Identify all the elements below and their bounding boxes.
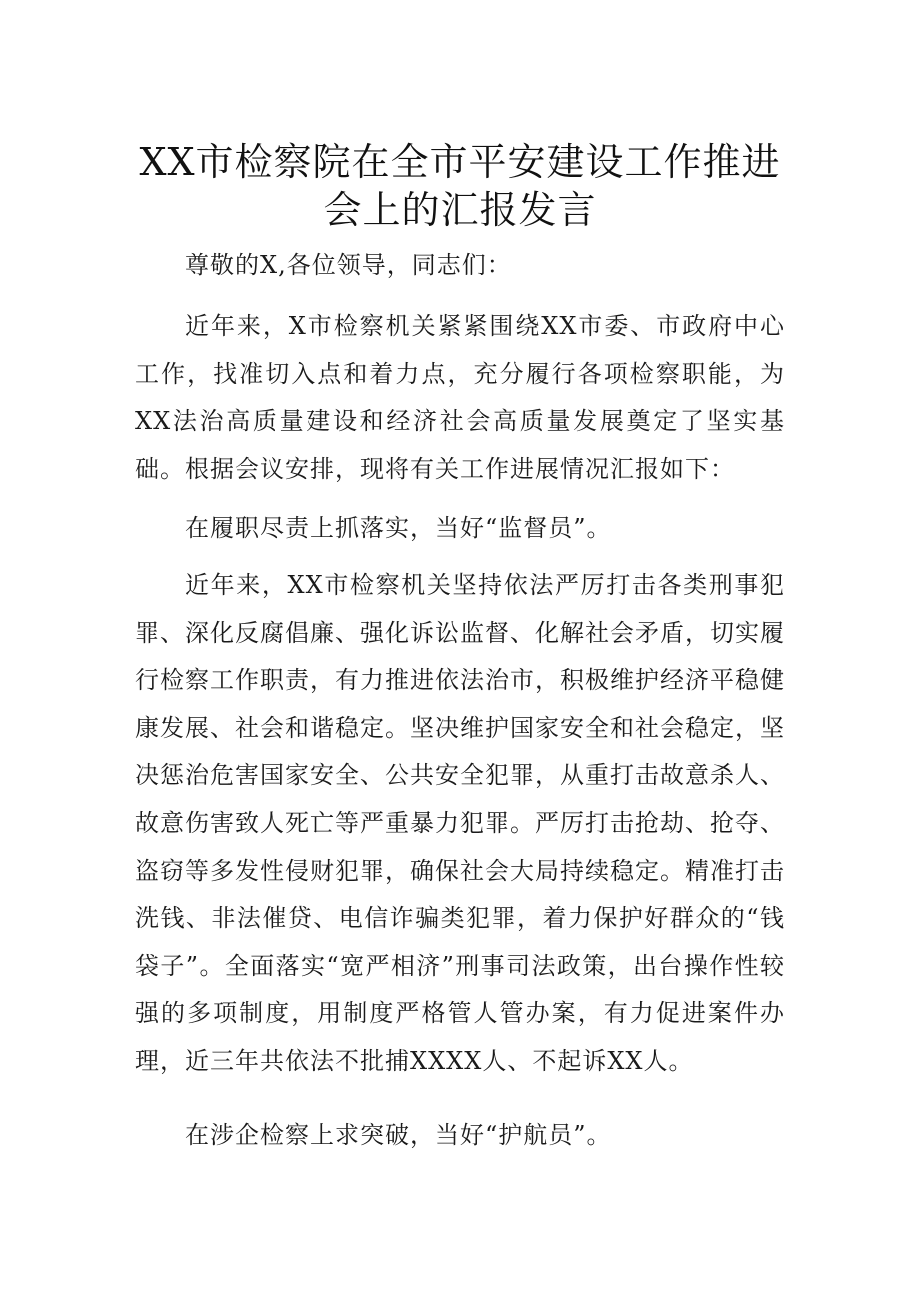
paragraph-supervision-work: 近年来，XX市检察机关坚持依法严厉打击各类刑事犯罪、深化反腐倡廉、强化诉讼监督、化解社会矛盾，切实履行检察工作职责，有力推进依法治市，积极维护经济平稳健康发展、社会和谐稳定。坚决维护国家安全和社会稳定，坚决惩治危害国家安全、公共安全犯罪，从重打击故意杀人、故意伤害致人死亡等严重暴力犯罪。严厉打击抢劫、抢夺、盗窃等多发性侵财犯罪，确保社会大局持续稳定。精准打击洗钱、非法催贷、电信诈骗类犯罪，着力保护好群众的“钱袋子”。全面落实“宽严相济”刑事司法政策，出台操作性较强的多项制度，用制度严格管人管办案，有力促进案件办理，近三年共依法不批捕XXXX人、不起诉XX人。 xyxy=(135,571,785,1075)
salutation: 尊敬的X,各位领导，同志们： xyxy=(185,251,512,279)
section-heading-supervisor: 在履职尽责上抓落实，当好“监督员”。 xyxy=(185,514,612,542)
document-title-line-2: 会上的汇报发言 xyxy=(323,188,597,232)
section-heading-escort: 在涉企检察上求突破，当好“护航员”。 xyxy=(185,1121,612,1149)
document-title-line-1: XX市检察院在全市平安建设工作推进 xyxy=(139,140,781,184)
paragraph-intro: 近年来，X市检察机关紧紧围绕XX市委、市政府中心工作，找准切入点和着力点，充分履行各项检察职能，为XX法治高质量建设和经济社会高质量发展奠定了坚实基础。根据会议安排，现将有关工作进展情况汇报如下： xyxy=(135,312,785,483)
